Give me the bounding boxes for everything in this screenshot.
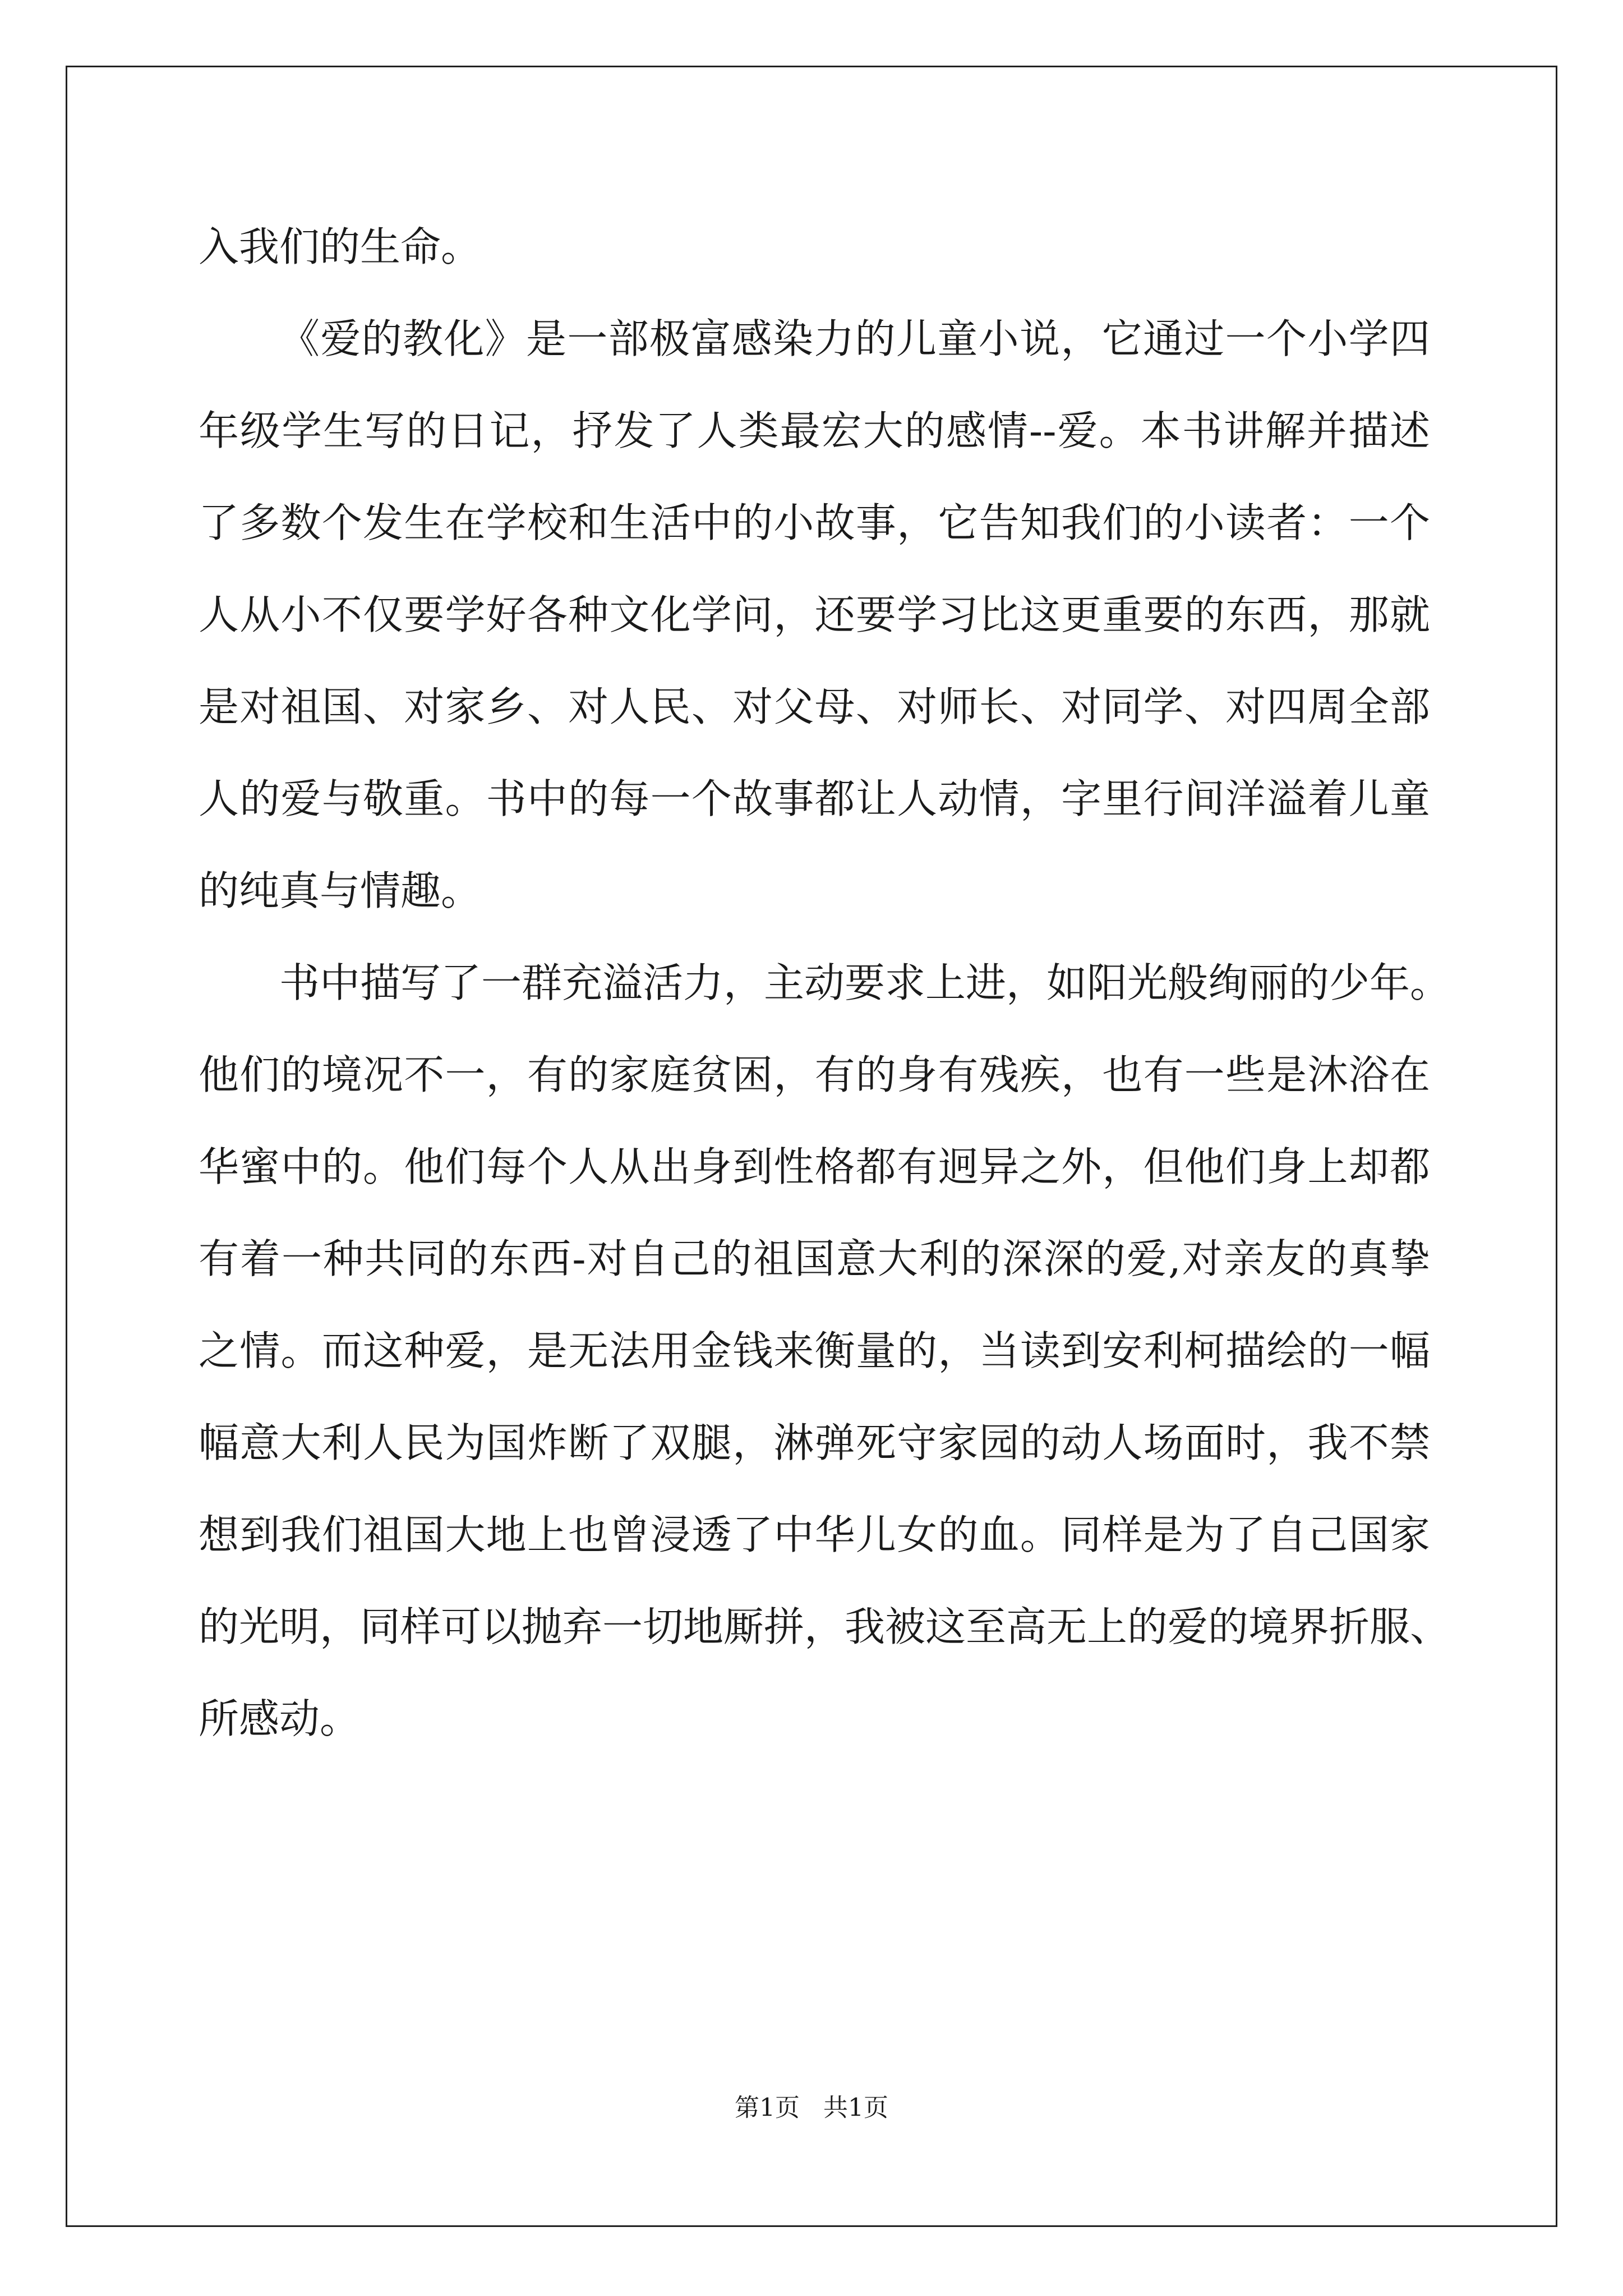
text-line: 的光明，同样可以抛弃一切地厮拼，我被这至高无上的爱的境界折服、 [199, 1603, 1451, 1650]
text-line: 的纯真与情趣。 [199, 867, 482, 914]
text-line: 《爱的教化》是一部极富感染力的儿童小说，它通过一个小学四 [279, 315, 1430, 362]
text-line: 书中描写了一群充溢活力，主动要求上进，如阳光般绚丽的少年。 [279, 959, 1451, 1006]
page-number-footer: 第1页 共1页 [735, 2093, 888, 2122]
text-line: 他们的境况不一，有的家庭贫困，有的身有残疾，也有一些是沐浴在 [199, 1051, 1430, 1098]
text-line: 幅意大利人民为国炸断了双腿，淋弹死守家园的动人场面时，我不禁 [199, 1419, 1430, 1466]
text-line: 人从小不仅要学好各种文化学问，还要学习比这更重要的东西，那就 [199, 591, 1430, 638]
text-line: 华蜜中的。他们每个人从出身到性格都有迥异之外，但他们身上却都 [199, 1143, 1430, 1190]
text-line: 是对祖国、对家乡、对人民、对父母、对师长、对同学、对四周全部 [199, 683, 1430, 730]
text-line: 入我们的生命。 [199, 223, 482, 270]
document-body [199, 201, 1451, 1765]
text-line: 有着一种共同的东西-对自己的祖国意大利的深深的爱,对亲友的真挚 [199, 1235, 1430, 1282]
text-line: 想到我们祖国大地上也曾浸透了中华儿女的血。同样是为了自己国家 [199, 1511, 1430, 1558]
text-line: 了多数个发生在学校和生活中的小故事，它告知我们的小读者：一个 [199, 499, 1430, 546]
text-line: 所感动。 [199, 1695, 361, 1742]
text-line: 人的爱与敬重。书中的每一个故事都让人动情，字里行间洋溢着儿童 [199, 775, 1430, 822]
text-line: 之情。而这种爱，是无法用金钱来衡量的，当读到安利柯描绘的一幅 [199, 1327, 1430, 1374]
text-line: 年级学生写的日记，抒发了人类最宏大的感情--爱。本书讲解并描述 [199, 407, 1430, 454]
